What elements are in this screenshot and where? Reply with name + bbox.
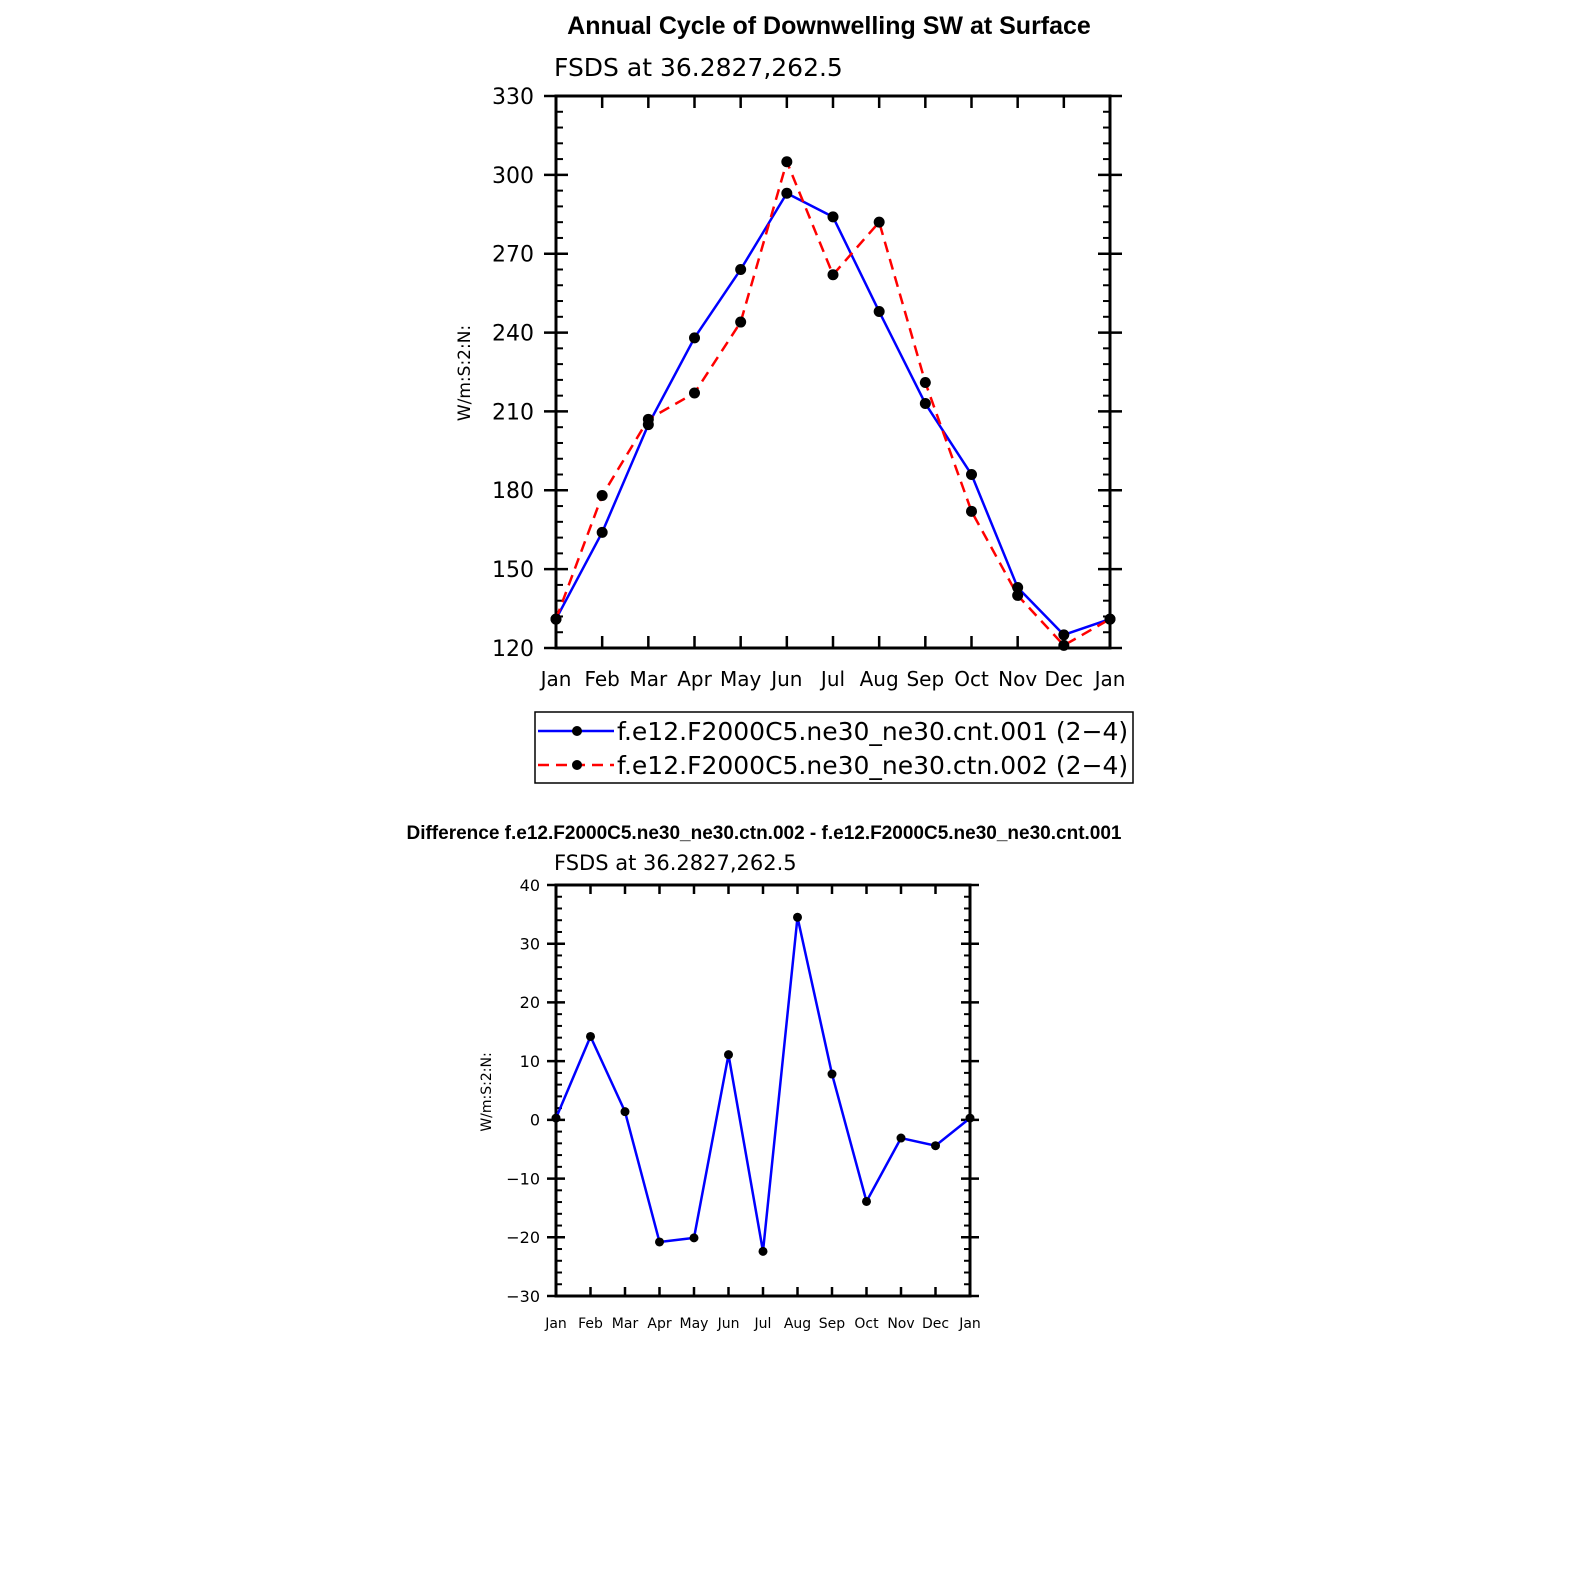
- y-tick-label: 20: [519, 993, 540, 1013]
- y-tick-label: 120: [492, 636, 534, 662]
- y-tick-label: −10: [506, 1169, 540, 1189]
- data-point-series-2: [920, 377, 931, 388]
- data-point-series-2: [551, 614, 562, 625]
- data-point-series-1: [759, 1247, 768, 1256]
- y-tick-label: 180: [492, 479, 534, 505]
- legend-label-series-1: f.e12.F2000C5.ne30_ne30.cnt.001 (2−4): [617, 717, 1129, 746]
- legend-entry-series-2: [538, 751, 1128, 780]
- y-tick-label: 30: [519, 934, 540, 954]
- data-point-series-2: [1105, 614, 1116, 625]
- x-tick-label: May: [719, 667, 762, 691]
- y-tick-label: 150: [492, 558, 534, 584]
- y-tick-label: 300: [492, 163, 534, 189]
- data-point-series-1: [552, 1114, 561, 1123]
- x-tick-label: Oct: [854, 1316, 879, 1332]
- data-point-series-2: [1012, 590, 1023, 601]
- chart1-legend: [535, 712, 1133, 783]
- data-point-series-1: [724, 1050, 733, 1059]
- y-tick-label: 0: [529, 1110, 540, 1130]
- x-tick-label: May: [679, 1316, 709, 1332]
- annual-cycle-chart: [455, 12, 1133, 783]
- legend-label-series-2: f.e12.F2000C5.ne30_ne30.ctn.002 (2−4): [617, 751, 1129, 780]
- data-point-series-1: [690, 1233, 699, 1242]
- chart1-x-tick-labels: [539, 667, 1126, 691]
- series-line-1: [556, 917, 970, 1251]
- x-tick-label: Mar: [611, 1316, 639, 1332]
- x-tick-label: Jul: [820, 667, 846, 691]
- y-tick-label: −30: [506, 1286, 540, 1306]
- y-tick-label: −20: [506, 1228, 540, 1248]
- x-tick-label: Jan: [545, 1316, 567, 1332]
- x-tick-label: Jan: [959, 1316, 981, 1332]
- x-tick-label: Dec: [921, 1316, 950, 1332]
- data-point-series-1: [874, 306, 885, 317]
- chart1-plot-frame: [556, 96, 1110, 648]
- chart1-series: [551, 156, 1116, 651]
- x-tick-label: Aug: [783, 1316, 812, 1332]
- x-tick-label: Apr: [677, 667, 712, 691]
- x-tick-label: Jun: [717, 1316, 740, 1332]
- legend-marker-series-2: [572, 760, 582, 770]
- x-tick-label: Jul: [754, 1316, 772, 1332]
- data-point-series-1: [781, 188, 792, 199]
- data-point-series-2: [966, 506, 977, 517]
- chart2-title: Difference f.e12.F2000C5.ne30_ne30.ctn.002 - f.e12.F2000C5.ne30_ne30.cnt.001: [406, 823, 1122, 844]
- data-point-series-1: [735, 264, 746, 275]
- chart1-y-tick-labels: [492, 85, 534, 662]
- x-tick-label: Jan: [1094, 667, 1126, 691]
- data-point-series-1: [828, 1070, 837, 1079]
- data-point-series-1: [931, 1141, 940, 1150]
- x-tick-label: Nov: [887, 1316, 915, 1332]
- data-point-series-1: [828, 211, 839, 222]
- x-tick-label: Apr: [647, 1316, 672, 1332]
- series-line-2: [556, 162, 1110, 646]
- data-point-series-1: [966, 469, 977, 480]
- data-point-series-2: [689, 388, 700, 399]
- chart1-ticks: [544, 96, 1122, 648]
- x-tick-label: Nov: [998, 667, 1038, 691]
- data-point-series-2: [735, 317, 746, 328]
- x-tick-label: Jun: [771, 667, 803, 691]
- chart2-series: [552, 913, 975, 1256]
- y-tick-label: 270: [492, 242, 534, 268]
- x-tick-label: Jan: [540, 667, 572, 691]
- data-point-series-2: [643, 414, 654, 425]
- data-point-series-2: [874, 217, 885, 228]
- series-line-1: [556, 193, 1110, 635]
- data-point-series-1: [655, 1237, 664, 1246]
- chart2-y-tick-labels: [506, 876, 540, 1306]
- data-point-series-1: [1058, 629, 1069, 640]
- chart1-title: Annual Cycle of Downwelling SW at Surface: [567, 12, 1091, 40]
- data-point-series-1: [597, 527, 608, 538]
- x-tick-label: Feb: [584, 667, 620, 691]
- data-point-series-2: [828, 269, 839, 280]
- y-tick-label: 40: [519, 875, 540, 895]
- x-tick-label: Dec: [1044, 667, 1084, 691]
- data-point-series-1: [621, 1107, 630, 1116]
- x-tick-label: Aug: [859, 667, 899, 691]
- difference-chart: [406, 823, 1121, 1332]
- legend-marker-series-1: [572, 726, 582, 736]
- chart2-x-tick-labels: [544, 1316, 981, 1332]
- x-tick-label: Feb: [578, 1316, 603, 1332]
- x-tick-label: Sep: [906, 667, 945, 691]
- data-point-series-1: [920, 398, 931, 409]
- chart2-y-axis-label: W/m:S:2:N:: [479, 1052, 495, 1132]
- x-tick-label: Sep: [818, 1316, 846, 1332]
- data-point-series-1: [966, 1114, 975, 1123]
- chart1-y-axis-label: W/m:S:2:N:: [455, 324, 475, 422]
- chart1-subtitle: FSDS at 36.2827,262.5: [554, 53, 843, 82]
- data-point-series-1: [689, 332, 700, 343]
- data-point-series-2: [781, 156, 792, 167]
- y-tick-label: 240: [492, 321, 534, 347]
- y-tick-label: 210: [492, 400, 534, 426]
- y-tick-label: 330: [492, 84, 534, 110]
- x-tick-label: Mar: [629, 667, 668, 691]
- legend-entry-series-1: [538, 717, 1128, 746]
- y-tick-label: 10: [519, 1051, 540, 1071]
- chart2-ticks: [547, 885, 979, 1296]
- chart2-plot-frame: [556, 885, 970, 1296]
- data-point-series-1: [897, 1134, 906, 1143]
- data-point-series-1: [862, 1197, 871, 1206]
- data-point-series-2: [597, 490, 608, 501]
- data-point-series-1: [586, 1032, 595, 1041]
- data-point-series-2: [1058, 640, 1069, 651]
- x-tick-label: Oct: [954, 667, 989, 691]
- data-point-series-1: [793, 913, 802, 922]
- chart2-subtitle: FSDS at 36.2827,262.5: [554, 851, 797, 875]
